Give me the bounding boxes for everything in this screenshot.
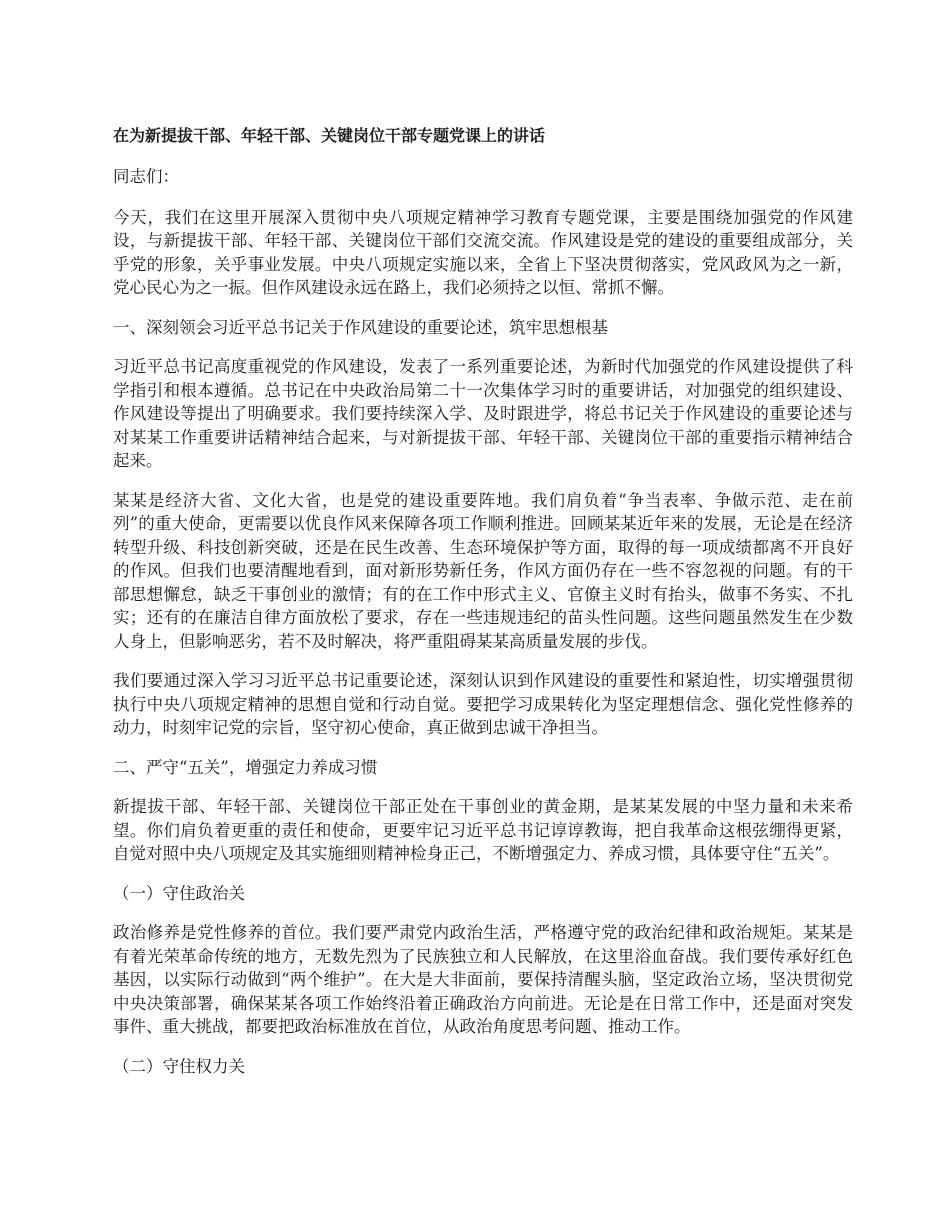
section-1-heading: 一、深刻领会习近平总书记关于作风建设的重要论述，筑牢思想根基 xyxy=(113,317,608,337)
section-2-paragraph-1: 新提拔干部、年轻干部、关键岗位干部正处在干事创业的黄金期，是某某发展的中坚力量和未来希望。你们肩负着更重的责任和使命，更要牢记习近平总书记谆谆教诲，把自我革命这根弦绷得更紧，自觉对照中央八项规定及其实施细则精神检身正己，不断增强定力、养成习惯，具体要守住“五关”。 xyxy=(113,797,853,863)
subsection-2-heading: （二）守住权力关 xyxy=(113,1056,245,1076)
document-title: 在为新提拔干部、年轻干部、关键岗位干部专题党课上的讲话 xyxy=(113,126,546,145)
subsection-1-paragraph-1: 政治修养是党性修养的首位。我们要严肃党内政治生活，严格遵守党的政治纪律和政治规矩。某某是有着光荣革命传统的地方，无数先烈为了民族独立和人民解放，在这里浴血奋战。我们要传承好红色基因，以实际行动做到“两个维护”。在大是大非面前，要保持清醒头脑，坚定政治立场，坚决贯彻党中央决策部署，确保某某各项工作始终沿着正确政治方向前进。无论是在日常工作中，还是面对突发事件、重大挑战，都要把政治标准放在首位，从政治角度思考问题、推动工作。 xyxy=(113,923,853,1036)
section-1-paragraph-1: 习近平总书记高度重视党的作风建设，发表了一系列重要论述，为新时代加强党的作风建设提供了科学指引和根本遵循。总书记在中央政治局第二十一次集体学习时的重要讲话，对加强党的组织建设、作风建设等提出了明确要求。我们要持续深入学、及时跟进学，将总书记关于作风建设的重要论述与对某某工作重要讲话精神结合起来，与对新提拔干部、年轻干部、关键岗位干部的重要指示精神结合起来。 xyxy=(113,357,853,470)
section-1-paragraph-3: 我们要通过深入学习习近平总书记重要论述，深刻认识到作风建设的重要性和紧迫性，切实增强贯彻执行中央八项规定精神的思想自觉和行动自觉。要把学习成果转化为坚定理想信念、强化党性修养的动力，时刻牢记党的宗旨，坚守初心使命，真正做到忠诚干净担当。 xyxy=(113,671,853,737)
document-page xyxy=(113,124,853,1094)
greeting: 同志们： xyxy=(113,167,179,186)
section-2-heading: 二、严守“五关”，增强定力养成习惯 xyxy=(113,757,378,777)
subsection-1-heading: （一）守住政治关 xyxy=(113,883,245,903)
section-1-paragraph-2: 某某是经济大省、文化大省，也是党的建设重要阵地。我们肩负着“争当表率、争做示范、走在前列”的重大使命，更需要以优良作风来保障各项工作顺利推进。回顾某某近年来的发展，无论是在经济转型升级、科技创新突破，还是在民生改善、生态环境保护等方面，取得的每一项成绩都离不开良好的作风。但我们也要清醒地看到，面对新形势新任务，作风方面仍存在一些不容忽视的问题。有的干部思想懈怠，缺乏干事创业的激情；有的在工作中形式主义、官僚主义时有抬头，做事不务实、不扎实；还有的在廉洁自律方面放松了要求，存在一些违规违纪的苗头性问题。这些问题虽然发生在少数人身上，但影响恶劣，若不及时解决，将严重阻碍某某高质量发展的步伐。 xyxy=(113,490,853,651)
intro-paragraph: 今天，我们在这里开展深入贯彻中央八项规定精神学习教育专题党课，主要是围绕加强党的作风建设，与新提拔干部、年轻干部、关键岗位干部们交流交流。作风建设是党的建设的重要组成部分，关乎党的形象，关乎事业发展。中央八项规定实施以来，全省上下坚决贯彻落实，党风政风为之一新，党心民心为之一振。但作风建设永远在路上，我们必须持之以恒、常抓不懈。 xyxy=(113,207,853,297)
